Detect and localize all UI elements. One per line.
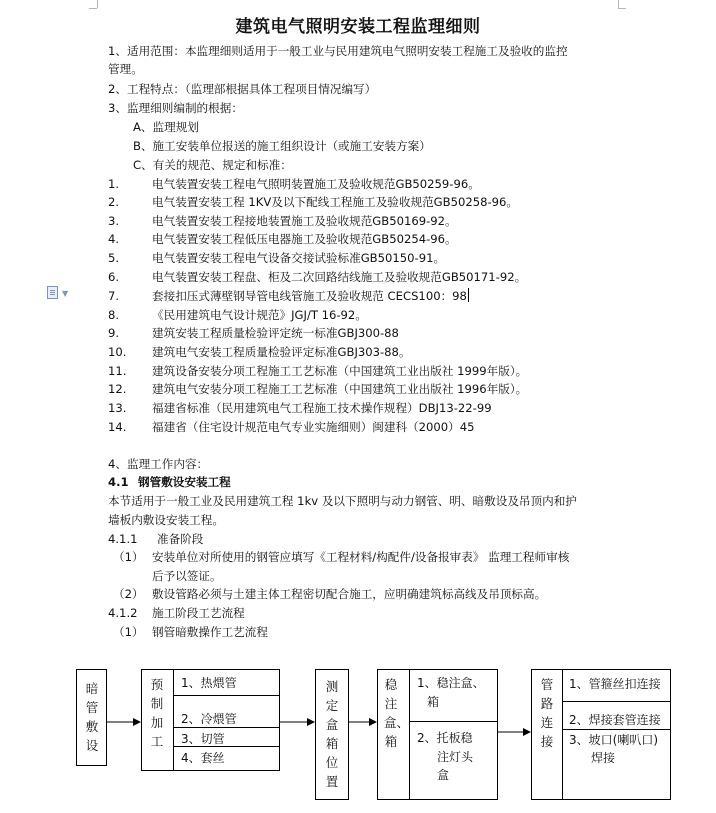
- standard-number: 9.: [108, 326, 120, 340]
- standard-text: 建筑电气安装分项工程施工工艺标准（中国建筑工业出版社 1996年版）。: [152, 382, 528, 396]
- standard-number: 5.: [108, 251, 120, 265]
- standard-number: 14.: [108, 420, 127, 434]
- dropdown-arrow-icon[interactable]: ▼: [62, 289, 69, 298]
- standard-text: 建筑设备安装分项工程施工工艺标准（中国建筑工业出版社 1999年版）。: [152, 364, 528, 378]
- section-4-1-1-title: 准备阶段: [157, 532, 204, 546]
- standard-number: 2.: [108, 195, 120, 209]
- flow-step: 2、焊接套管连接: [569, 713, 661, 727]
- basis-item-c: C、有关的规范、规定和标准：: [133, 158, 292, 172]
- standard-number: 11.: [108, 364, 127, 378]
- prep-item-1-line1: 安装单位对所使用的钢管应填写《工程材料/构配件/设备报审表》 监理工程师审核: [152, 550, 570, 564]
- prep-item-1-line2: 后予以签证。: [152, 569, 222, 583]
- flow-item-number: （1）: [113, 625, 144, 639]
- standard-text: 套接扣压式薄壁钢导管电线管施工及验收规范 CECS100：98: [152, 289, 467, 303]
- section-4-1-desc-line1: 本节适用于一般工业及民用建筑工程 1kv 及以下照明与动力钢管、明、暗敷设及吊顶内和护: [108, 494, 577, 508]
- standard-text: 电气装置安装工程低压电器施工及验收规范GB50254-96。: [152, 232, 457, 246]
- standard-number: 13.: [108, 401, 127, 415]
- flow-step: 焊接: [591, 751, 616, 765]
- flow-step: 1、管箍丝扣连接: [569, 677, 661, 691]
- standard-number: 6.: [108, 270, 120, 284]
- scope-paragraph-line2: 管理。: [108, 62, 143, 76]
- standard-number: 7.: [108, 289, 120, 303]
- prep-item-2-text: 敷设管路必须与土建主体工程密切配合施工，应明确建筑标高线及吊顶标高。: [152, 587, 547, 601]
- standard-number: 10.: [108, 345, 127, 359]
- section-4-1-title: 钢管敷设安装工程: [138, 475, 231, 489]
- flow-box-label: 稳注盒、箱: [384, 677, 410, 749]
- flow-step: 箱: [427, 695, 440, 709]
- flow-step: 3、坡口(喇叭口): [569, 733, 658, 747]
- flow-step: 3、切管: [181, 732, 225, 746]
- standard-text: 电气装置安装工程电气照明装置施工及验收规范GB50259-96。: [152, 177, 480, 191]
- standard-text: 电气装置安装工程盘、柜及二次回路结线施工及验收规范GB50171-92。: [152, 270, 527, 284]
- standard-number: 3.: [108, 214, 120, 228]
- flow-step: 4、套丝: [181, 751, 225, 765]
- standard-text: 《民用建筑电气设计规范》JGJ/T 16-92。: [152, 308, 367, 322]
- flow-box-label: 暗管敷设: [85, 681, 99, 753]
- section-4-1-desc-line2: 墙板内敷设安装工程。: [108, 513, 224, 527]
- standard-text: 电气装置安装工程 1KV及以下配线工程施工及验收规范GB50258-96。: [152, 195, 519, 209]
- features-paragraph: 2、工程特点：（监理部根据具体工程项目情况编写）: [108, 82, 377, 96]
- basis-heading: 3、监理细则编制的根据：: [108, 101, 243, 115]
- flow-box-label: 测定盒箱位置: [325, 679, 339, 789]
- section-4-1-2-number: 4.1.2: [108, 606, 138, 620]
- standard-text: 建筑电气安装工程质量检验评定标准GBJ303-88。: [152, 345, 411, 359]
- standard-text: 建筑安装工程质量检验评定统一标准GBJ300-88: [152, 326, 399, 340]
- document-title: 建筑电气照明安装工程监理细则: [235, 17, 481, 37]
- flow-step: 盒: [437, 768, 450, 782]
- standard-text: 福建省标准（民用建筑电气工程施工技术操作规程）DBJ13-22-99: [152, 401, 492, 415]
- standard-number: 1.: [108, 177, 120, 191]
- section-4-1-2-title: 施工阶段工艺流程: [152, 606, 245, 620]
- standard-text: 福建省（住宅设计规范电气专业实施细则）闽建科（2000）45: [152, 420, 475, 434]
- section-4-1-number: 4.1: [108, 475, 129, 489]
- supervision-heading: 4、监理工作内容：: [108, 457, 209, 471]
- standard-text: 电气装置安装工程电气设备交接试验标准GB50150-91。: [152, 251, 446, 265]
- flow-box-label: 预制加工: [150, 677, 164, 749]
- flow-step: 2、托板稳: [417, 731, 473, 745]
- prep-item-2-number: （2）: [113, 587, 144, 601]
- scope-paragraph-line1: 1、适用范围：本监理细则适用于一般工业与民用建筑电气照明安装工程施工及验收的监控: [108, 44, 568, 58]
- basis-item-a: A、监理规划: [133, 120, 199, 134]
- flow-step: 2、冷煨管: [181, 712, 237, 726]
- standard-number: 8.: [108, 308, 120, 322]
- basis-item-b: B、施工安装单位报送的施工组织设计（或施工安装方案）: [133, 139, 431, 153]
- flow-item-title: 钢管暗敷操作工艺流程: [152, 625, 268, 639]
- flow-step: 1、热煨管: [181, 676, 237, 690]
- flow-step: 1、稳注盒、: [417, 676, 485, 690]
- flow-box-label: 管路连接: [540, 677, 554, 749]
- standard-text: 电气装置安装工程接地装置施工及验收规范GB50169-92。: [152, 214, 457, 228]
- standard-number: 12.: [108, 382, 127, 396]
- flow-step: 注灯头: [437, 750, 474, 764]
- standard-number: 4.: [108, 232, 120, 246]
- section-4-1-1-number: 4.1.1: [108, 532, 138, 546]
- prep-item-1-number: （1）: [113, 550, 144, 564]
